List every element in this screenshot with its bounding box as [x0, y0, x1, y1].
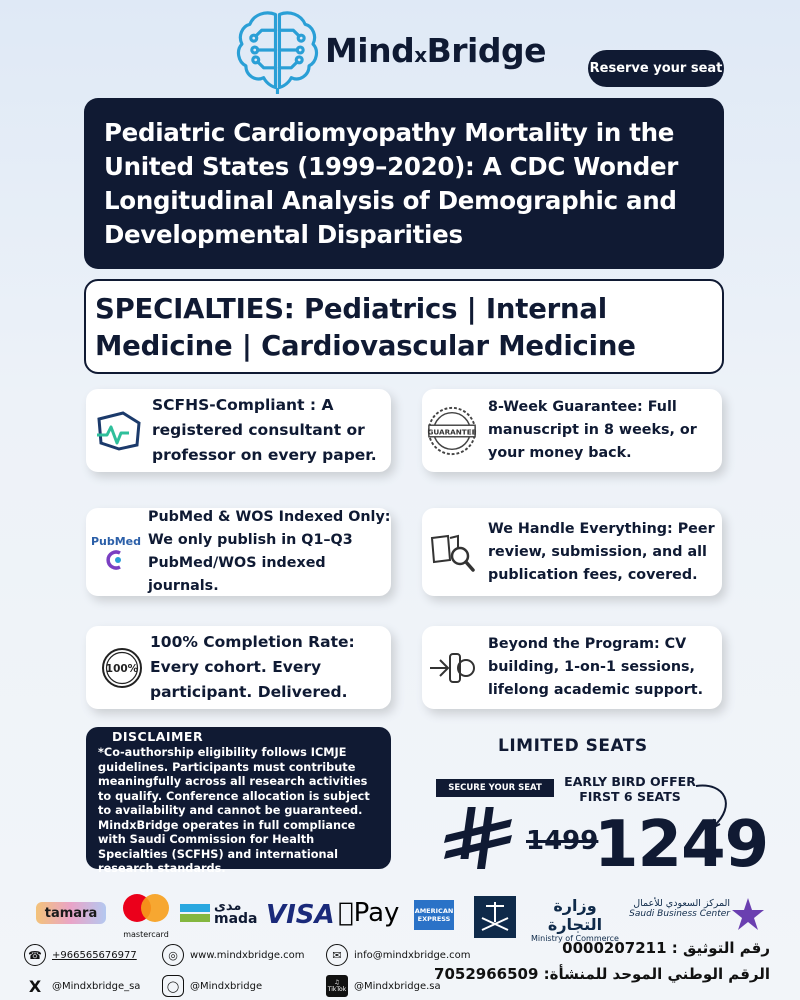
svg-text:100%: 100%: [105, 662, 139, 675]
whatsapp-icon: ☎: [24, 944, 46, 966]
secure-seat-button[interactable]: SECURE YOUR SEAT: [436, 779, 554, 797]
visa-logo: VISA: [266, 900, 335, 930]
roadmap-icon: [426, 642, 478, 694]
x-link[interactable]: X @Mindxbridge_sa: [24, 975, 140, 997]
email-link[interactable]: ✉ info@mindxbridge.com: [326, 944, 471, 966]
old-price: 1499: [526, 826, 599, 856]
saudi-business-center-logo: المركز السعودي للأعمال Saudi Business Center: [629, 898, 730, 919]
apple-pay-logo: Pay: [338, 898, 384, 928]
disclaimer-body: *Co-authorship eligibility follows ICMJE guidelines. Participants must contribute meaningfully across all research activities to qualify. Conference allocation is subject to availability and cannot be guaranteed. MindxBridge operates in full compliance with Saudi Commission for Health Specialties (SCFHS) and international research standards.: [98, 746, 370, 875]
feature-card-guarantee: [422, 389, 722, 472]
feature-card-completion: [86, 626, 391, 709]
tiktok-link[interactable]: ♫ TikTok @Mindxbridge.sa: [326, 975, 441, 997]
new-price: 1249: [594, 808, 769, 882]
x-icon: X: [28, 976, 42, 996]
feature-text: Beyond the Program: CV building, 1-on-1 sessions, lifelong academic support.: [488, 636, 704, 698]
title-banner: [84, 98, 724, 269]
book-search-icon: [426, 526, 478, 578]
feature-text: 8-Week Guarantee: Full manuscript in 8 weeks, or your money back.: [488, 399, 697, 461]
website-link[interactable]: ◎ www.mindxbridge.com: [162, 944, 305, 966]
tamara-logo: tamara: [36, 902, 106, 924]
pubmed-icon: PubMed: [90, 526, 142, 578]
feature-card-beyond: [422, 626, 722, 709]
tiktok-icon: ♫ TikTok: [326, 975, 348, 997]
verification-number: رقم التوثيق : 0000207211: [562, 939, 770, 957]
feature-card-scfhs: [86, 389, 391, 472]
feature-text: PubMed & WOS Indexed Only: We only publish in Q1–Q3 PubMed/WOS indexed journals.: [148, 509, 391, 594]
national-unified-number: الرقم الوطني الموحد للمنشأة: 7052966509: [434, 965, 770, 983]
early-bird-label: EARLY BIRD OFFER FIRST 6 SEATS: [564, 774, 696, 804]
specialties-box: [84, 279, 724, 374]
mastercard-logo: mastercard: [116, 892, 176, 938]
sbc-star-icon: [730, 896, 766, 932]
saudi-emblem-icon: [472, 894, 518, 940]
instagram-icon: ◯: [162, 975, 184, 997]
riyal-currency-icon: [440, 805, 520, 875]
email-icon: ✉: [326, 944, 348, 966]
mada-logo: مدى mada: [180, 900, 270, 930]
scfhs-icon: [92, 405, 144, 457]
feature-card-pubmed: [86, 508, 391, 596]
percent-100-icon: [100, 642, 144, 694]
ministry-commerce-logo: وزارة التجارة Ministry of Commerce: [531, 896, 619, 943]
page-title: Pediatric Cardiomyopathy Mortality in the United States (1999–2020): A CDC Wonder Longitudinal Analysis of Demographic and Developmental Disparities: [104, 118, 679, 249]
svg-text:GUARANTEE: GUARANTEE: [427, 426, 477, 436]
brain-circuit-icon: [236, 6, 319, 94]
payment-methods: [30, 890, 770, 943]
specialties-text: SPECIALTIES: Pediatrics | Internal Medicine | Cardiovascular Medicine: [95, 293, 636, 362]
phone-contact[interactable]: ☎ +966565676977: [24, 944, 137, 966]
brand-name: MindxBridge: [324, 30, 546, 70]
feature-card-everything: [422, 508, 722, 596]
guarantee-badge-icon: [426, 405, 478, 457]
globe-icon: ◎: [162, 944, 184, 966]
feature-text: SCFHS-Compliant : A registered consultant or professor on every paper.: [152, 396, 377, 464]
reserve-seat-button[interactable]: Reserve your seat: [588, 50, 724, 87]
disclaimer-box: [86, 727, 391, 875]
feature-text: 100% Completion Rate: Every cohort. Every participant. Delivered.: [150, 633, 355, 701]
apple-icon: [338, 898, 354, 928]
instagram-link[interactable]: ◯ @Mindxbridge: [162, 975, 262, 997]
limited-seats-label: LIMITED SEATS: [498, 736, 648, 756]
brand-logo: [236, 4, 546, 96]
disclaimer-heading: DISCLAIMER: [112, 729, 204, 744]
feature-text: We Handle Everything: Peer review, submission, and all publication fees, covered.: [488, 520, 715, 583]
amex-logo: AMERICAN EXPRESS: [414, 900, 454, 930]
